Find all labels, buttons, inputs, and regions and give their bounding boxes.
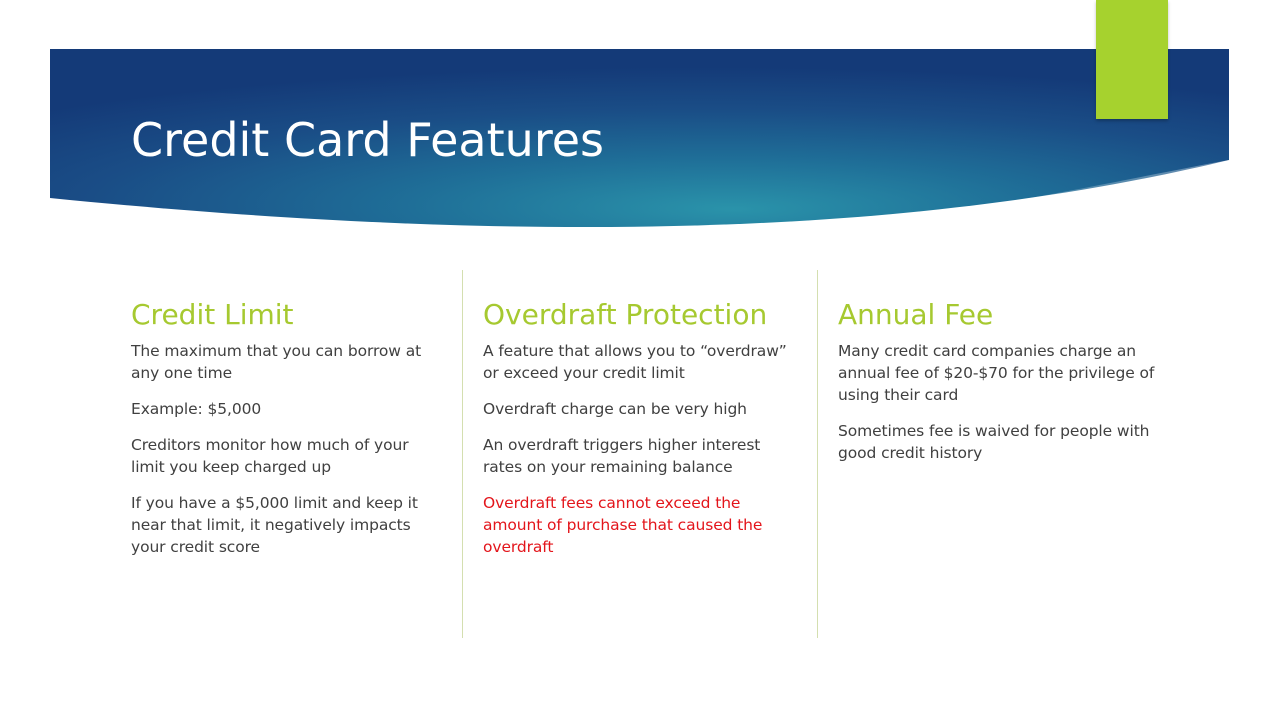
- bullet-item: A feature that allows you to “overdraw” or exceed your credit limit: [483, 342, 787, 382]
- bullet-item: Example: $5,000: [131, 400, 262, 418]
- column-credit-limit: [131, 250, 431, 640]
- column-heading: Overdraft Protection: [483, 298, 768, 331]
- accent-bar: [1096, 0, 1168, 119]
- column-overdraft-protection: [483, 250, 793, 640]
- bullet-item: Sometimes fee is waived for people with good credit history: [838, 422, 1150, 462]
- bullet-item: Creditors monitor how much of your limit you keep charged up: [131, 436, 409, 476]
- column-divider: [462, 270, 463, 638]
- bullet-item: An overdraft triggers higher interest rates on your remaining balance: [483, 436, 761, 476]
- bullet-list: [483, 340, 793, 572]
- bullet-item: If you have a $5,000 limit and keep it near that limit, it negatively impacts your credit score: [131, 494, 418, 556]
- column-heading: Credit Limit: [131, 298, 294, 331]
- bullet-item: Overdraft charge can be very high: [483, 400, 747, 418]
- column-annual-fee: [838, 250, 1158, 640]
- bullet-list: [131, 340, 431, 572]
- column-divider: [817, 270, 818, 638]
- slide-title: Credit Card Features: [131, 113, 604, 167]
- bullet-item: Many credit card companies charge an annual fee of $20-$70 for the privilege of using their card: [838, 342, 1155, 404]
- bullet-list: [838, 340, 1158, 478]
- bullet-item-alert: Overdraft fees cannot exceed the amount of purchase that caused the overdraft: [483, 494, 763, 556]
- column-heading: Annual Fee: [838, 298, 994, 331]
- bullet-item: The maximum that you can borrow at any one time: [131, 342, 422, 382]
